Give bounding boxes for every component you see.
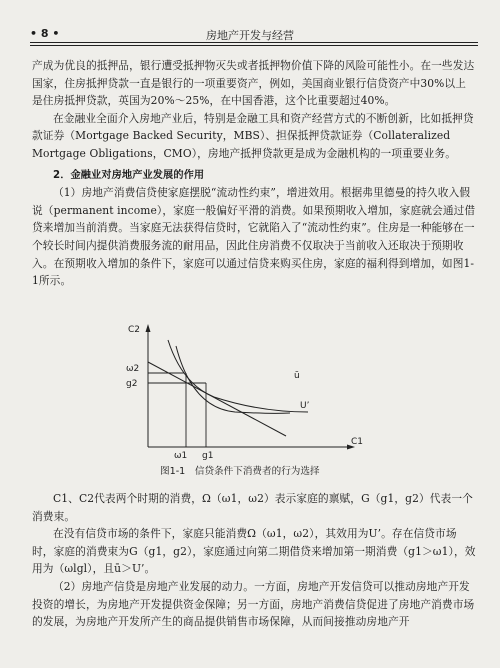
running-title: 房地产开发与经营: [206, 29, 294, 42]
paragraph-5: 在没有信贷市场的条件下，家庭只能消费Ω（ω1，ω2），其效用为U’。存在信贷市场时，家庭的消费束为G（g1，g2），家庭通过向第二期借贷来增加第一期消费（g1＞ω1），效用为（ωlgl），且ū＞U’。: [32, 527, 476, 576]
consumption-diagram: [110, 318, 370, 460]
x-axis-label: C1: [351, 437, 364, 447]
figure-caption: 图1-1 信贷条件下消费者的行为选择: [160, 466, 320, 477]
omega1-label: ω1: [174, 451, 188, 460]
text-block-top: [32, 57, 476, 290]
page-number: • 8 •: [30, 27, 60, 40]
header-rule-thin: [30, 45, 478, 46]
paragraph-4: C1、C2代表两个时期的消费，Ω（ω1，ω2）表示家庭的禀赋，G（g1，g2）代表一个消费束。: [32, 492, 473, 523]
page-header: [30, 27, 478, 43]
paragraph-3: （1）房地产消费信贷使家庭摆脱“流动性约束”，增进效用。根据弗里德曼的持久收入假说（permanent income），家庭一般偏好平滑的消费。如果预期收入增加，家庭就会通过借贷来增加当前消费。当家庭无法获得信贷时，它就陷入了“流动性约束”。住房是一种能够在一个较长时间内提供消费服务流的耐用品，因此住房消费不仅取决于当前收入还取决于预期收入。在预期收入增加的条件下，家庭可以通过信贷来购买住房，家庭的福利得到增加，如图1-1所示。: [32, 186, 476, 288]
g2-label: g2: [126, 379, 138, 389]
curve-uprime-label: U’: [300, 401, 310, 411]
section-heading: 2．金融业对房地产业发展的作用: [53, 169, 205, 181]
y-axis-arrow: [146, 324, 151, 332]
curve-u-label: ū: [294, 371, 300, 381]
paragraph-6: （2）房地产信贷是房地产业发展的动力。一方面，房地产开发信贷可以推动房地产开发投资的增长，为房地产开发提供资金保障；另一方面，房地产消费信贷促进了房地产消费市场的发展，为房地产开发所产生的商品提供销售市场保障，从而间接推动房地产开: [32, 579, 475, 629]
g1-label: g1: [202, 451, 214, 460]
paragraph-2: 在金融业全面介入房地产业后，特别是金融工具和资产经营方式的不断创新，比如抵押贷款证券（Mortgage Backed Security，MBS）、担保抵押贷款证券（Collateralized Mortgage Obligations，CMO），房地产抵押贷款更是成为金融机构的一项重要业务。: [32, 111, 474, 160]
indifference-curve-u: [176, 346, 290, 413]
paragraph-1: 产成为优良的抵押品，银行遭受抵押物灭失或者抵押物价值下降的风险可能性小。在一些发达国家，住房抵押贷款一直是银行的一项重要资产，例如，美国商业银行信贷资产中30%以上是住房抵押贷款，英国为20%～25%，在中国香港，这个比重要超过40%。: [32, 59, 475, 108]
y-axis-label: C2: [128, 325, 141, 335]
text-block-bottom: [32, 490, 476, 631]
header-rule: [30, 42, 478, 43]
omega2-label: ω2: [126, 364, 140, 374]
indifference-curve-uprime: [168, 340, 308, 412]
figure-1-1: [110, 318, 370, 464]
